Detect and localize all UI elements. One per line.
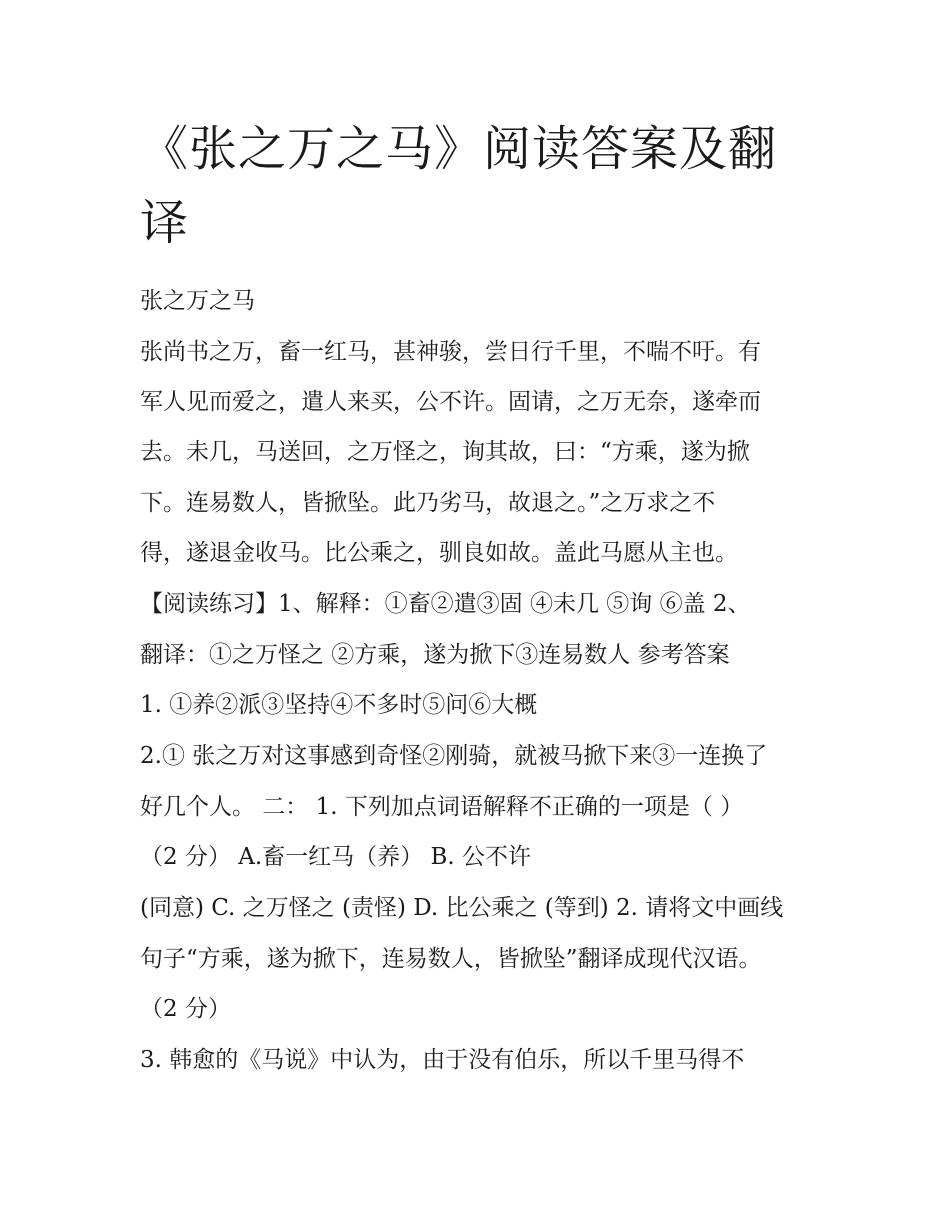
document-title: 《张之万之马》阅读答案及翻译 (140, 121, 778, 251)
subtitle-line: 张之万之马 (140, 288, 255, 314)
text-line-2: 军人见而爱之，遣人来买，公不许。固请，之万无奈，遂牵而 (140, 389, 761, 415)
question-line-5: （2 分） (140, 996, 231, 1022)
text-line-4: 下。连易数人，皆掀坠。此乃劣马，故退之。”之万求之不 (140, 490, 716, 516)
question-line-3: (同意) C. 之万怪之 (责怪) D. 比公乘之 (等到) 2. 请将文中画线 (140, 895, 784, 921)
exercise-line-2: 翻译：①之万怪之 ②方乘，遂为掀下③连易数人 参考答案 (140, 642, 730, 668)
answer-line-2: 2.① 张之万对这事感到奇怪②刚骑，就被马掀下来③一连换了 (140, 743, 768, 769)
question-line-4: 句子“方乘，遂为掀下，连易数人，皆掀坠”翻译成现代汉语。 (140, 946, 762, 972)
answer-line-1: 1. ①养②派③坚持④不多时⑤问⑥大概 (140, 692, 538, 718)
exercise-line-1: 【阅读练习】1、解释：①畜②遣③固 ④未几 ⑤询 ⑥盖 2、 (140, 591, 751, 617)
question-line-6: 3. 韩愈的《马说》中认为，由于没有伯乐，所以千里马得不 (140, 1047, 745, 1073)
question-line-2: （2 分） A.畜一红马（养） B. 公不许 (140, 844, 532, 870)
text-line-1: 张尚书之万，畜一红马，甚神骏，尝日行千里，不喘不吁。有 (140, 339, 761, 365)
text-line-3: 去。未几，马送回，之万怪之，询其故，曰：“方乘，遂为掀 (140, 439, 750, 465)
question-line-1: 好几个人。 二： 1. 下列加点词语解释不正确的一项是（ ） (140, 794, 744, 820)
text-line-5: 得，遂退金收马。比公乘之，驯良如故。盖此马愿从主也。 (140, 540, 738, 566)
